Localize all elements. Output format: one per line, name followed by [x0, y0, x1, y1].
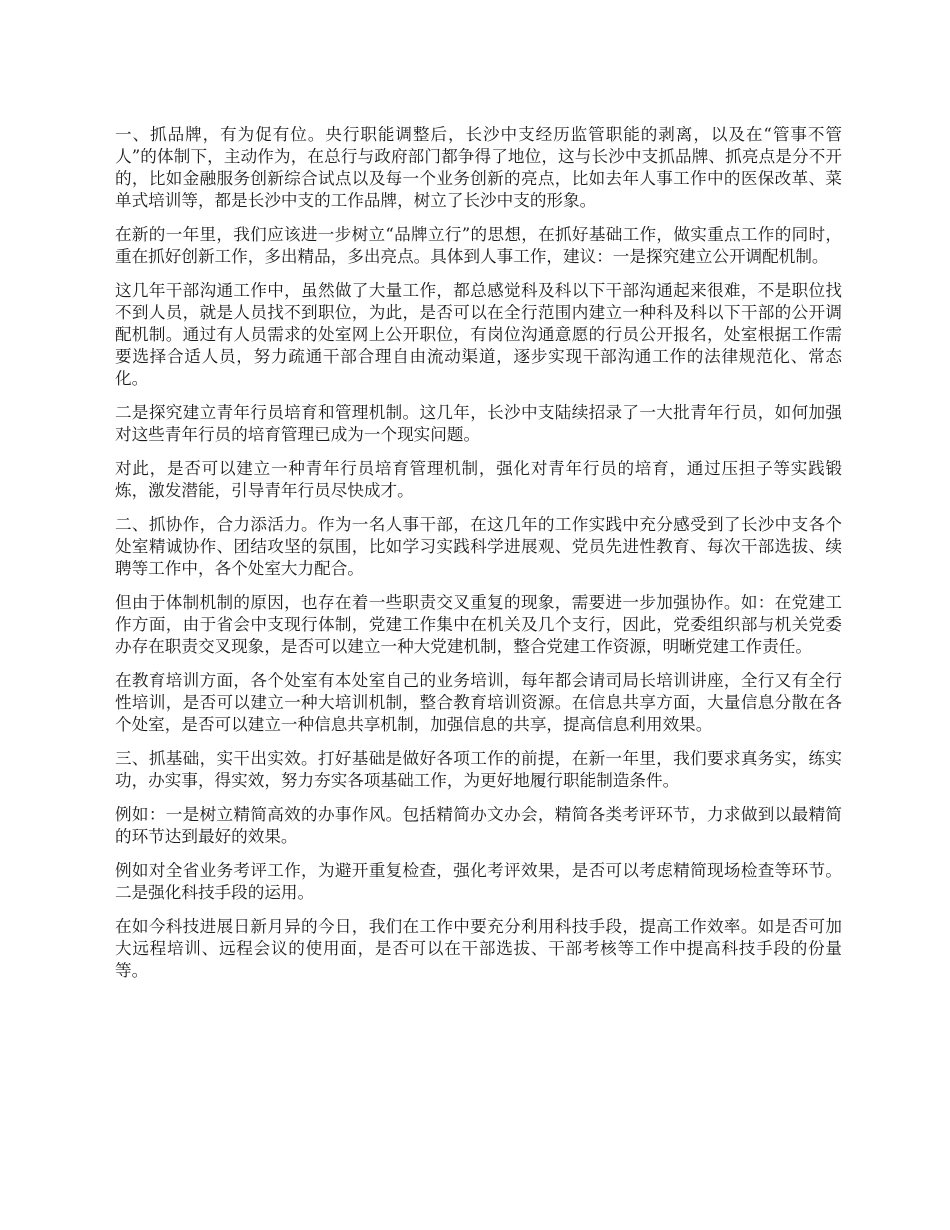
paragraph-4: 二是探究建立青年行员培育和管理机制。这几年，长沙中支陆续招录了一大批青年行员，如何加强对这些青年行员的培育管理已成为一个现实问题。: [115, 403, 842, 444]
paragraph-6: 二、抓协作，合力添活力。作为一名人事干部，在这几年的工作实践中充分感受到了长沙中支各个处室精诚协作、团结攻坚的氛围，比如学习实践科学进展观、党员先进性教育、每次干部选拔、续聘等工作中，各个处室大力配合。: [115, 515, 842, 578]
paragraph-5: 对此，是否可以建立一种青年行员培育管理机制，强化对青年行员的培育，通过压担子等实践锻炼，激发潜能，引导青年行员尽快成才。: [115, 459, 842, 500]
paragraph-3: 这几年干部沟通工作中，虽然做了大量工作，都总感觉科及科以下干部沟通起来很难，不是职位找不到人员，就是人员找不到职位，为此，是否可以在全行范围内建立一种科及科以下干部的公开调配机制。通过有人员需求的处室网上公开职位，有岗位沟通意愿的行员公开报名，处室根据工作需要选择合适人员，努力疏通干部合理自由流动渠道，逐步实现干部沟通工作的法律规范化、常态化。: [115, 281, 842, 388]
paragraph-10: 例如：一是树立精简高效的办事作风。包括精简办文办会，精简各类考评环节，力求做到以最精简的环节达到最好的效果。: [115, 805, 842, 846]
paragraph-1: 一、抓品牌，有为促有位。央行职能调整后，长沙中支经历监管职能的剥离，以及在“管事不管人”的体制下，主动作为，在总行与政府部门都争得了地位，这与长沙中支抓品牌、抓亮点是分不开的，比如金融服务创新综合试点以及每一个业务创新的亮点，比如去年人事工作中的医保改革、菜单式培训等，都是长沙中支的工作品牌，树立了长沙中支的形象。: [115, 125, 842, 210]
paragraph-2: 在新的一年里，我们应该进一步树立“品牌立行”的思想，在抓好基础工作，做实重点工作的同时，重在抓好创新工作，多出精品，多出亮点。具体到人事工作，建议：一是探究建立公开调配机制。: [115, 225, 842, 266]
paragraph-7: 但由于体制机制的原因，也存在着一些职责交叉重复的现象，需要进一步加强协作。如：在党建工作方面，由于省会中支现行体制，党建工作集中在机关及几个支行，因此，党委组织部与机关党委办存在职责交叉现象，是否可以建立一种大党建机制，整合党建工作资源，明晰党建工作责任。: [115, 593, 842, 656]
document-body: [115, 124, 842, 994]
paragraph-11: 例如对全省业务考评工作，为避开重复检查，强化考评效果，是否可以考虑精简现场检查等环节。二是强化科技手段的运用。: [115, 861, 842, 902]
paragraph-9: 三、抓基础，实干出实效。打好基础是做好各项工作的前提，在新一年里，我们要求真务实，练实功，办实事，得实效，努力夯实各项基础工作，为更好地履行职能制造条件。: [115, 749, 842, 790]
paragraph-12: 在如今科技进展日新月异的今日，我们在工作中要充分利用科技手段，提高工作效率。如是否可加大远程培训、远程会议的使用面，是否可以在干部选拔、干部考核等工作中提高科技手段的份量等。: [115, 917, 842, 980]
paragraph-8: 在教育培训方面，各个处室有本处室自己的业务培训，每年都会请司局长培训讲座，全行又有全行性培训，是否可以建立一种大培训机制，整合教育培训资源。在信息共享方面，大量信息分散在各个处室，是否可以建立一种信息共享机制，加强信息的共享，提高信息利用效果。: [115, 671, 842, 734]
